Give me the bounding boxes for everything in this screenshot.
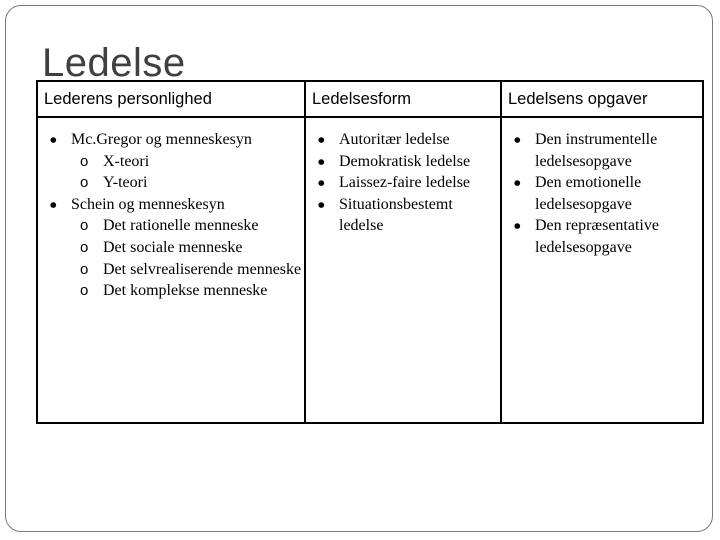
- sub-list-item: o Det sociale menneske: [71, 237, 304, 259]
- table-header-row: [37, 81, 703, 117]
- table-row: [37, 117, 703, 423]
- list-item: ● Den repræsentative ledelsesopgave: [502, 215, 702, 258]
- personality-list: [38, 129, 304, 302]
- leadership-table: [36, 80, 704, 424]
- list-item: [38, 194, 304, 302]
- slide-title: Ledelse: [42, 41, 186, 85]
- header-leadership-tasks: Ledelsens opgaver: [501, 81, 703, 117]
- sub-list-item: o Det selvrealiserende menneske: [71, 259, 304, 281]
- leadership-tasks-list: [502, 129, 702, 259]
- list-item: ● Autoritær ledelse: [306, 129, 500, 151]
- leadership-form-cell: [305, 117, 501, 423]
- sub-list: [71, 151, 304, 194]
- bullet-text: Schein og menneskesyn: [71, 195, 225, 213]
- header-personality: Lederens personlighed: [37, 81, 305, 117]
- list-item: [38, 129, 304, 194]
- header-leadership-form: Ledelsesform: [305, 81, 501, 117]
- list-item: ● Demokratisk ledelse: [306, 151, 500, 173]
- sub-list-item: o Y-teori: [71, 172, 304, 194]
- list-item: ● Situationsbestemt ledelse: [306, 194, 500, 237]
- list-item: ● Den instrumentelle ledelsesopgave: [502, 129, 702, 172]
- bullet-text: Mc.Gregor og menneskesyn: [71, 131, 252, 148]
- personality-cell: [37, 117, 305, 423]
- list-item: ● Laissez-faire ledelse: [306, 172, 500, 194]
- leadership-tasks-cell: [501, 117, 703, 423]
- sub-list-item: o Det komplekse menneske: [71, 280, 304, 302]
- sub-list: [71, 215, 304, 301]
- list-item: ● Den emotionelle ledelsesopgave: [502, 172, 702, 215]
- sub-list-item: o Det rationelle menneske: [71, 215, 304, 237]
- leadership-form-list: [306, 129, 500, 237]
- sub-list-item: o X-teori: [71, 151, 304, 173]
